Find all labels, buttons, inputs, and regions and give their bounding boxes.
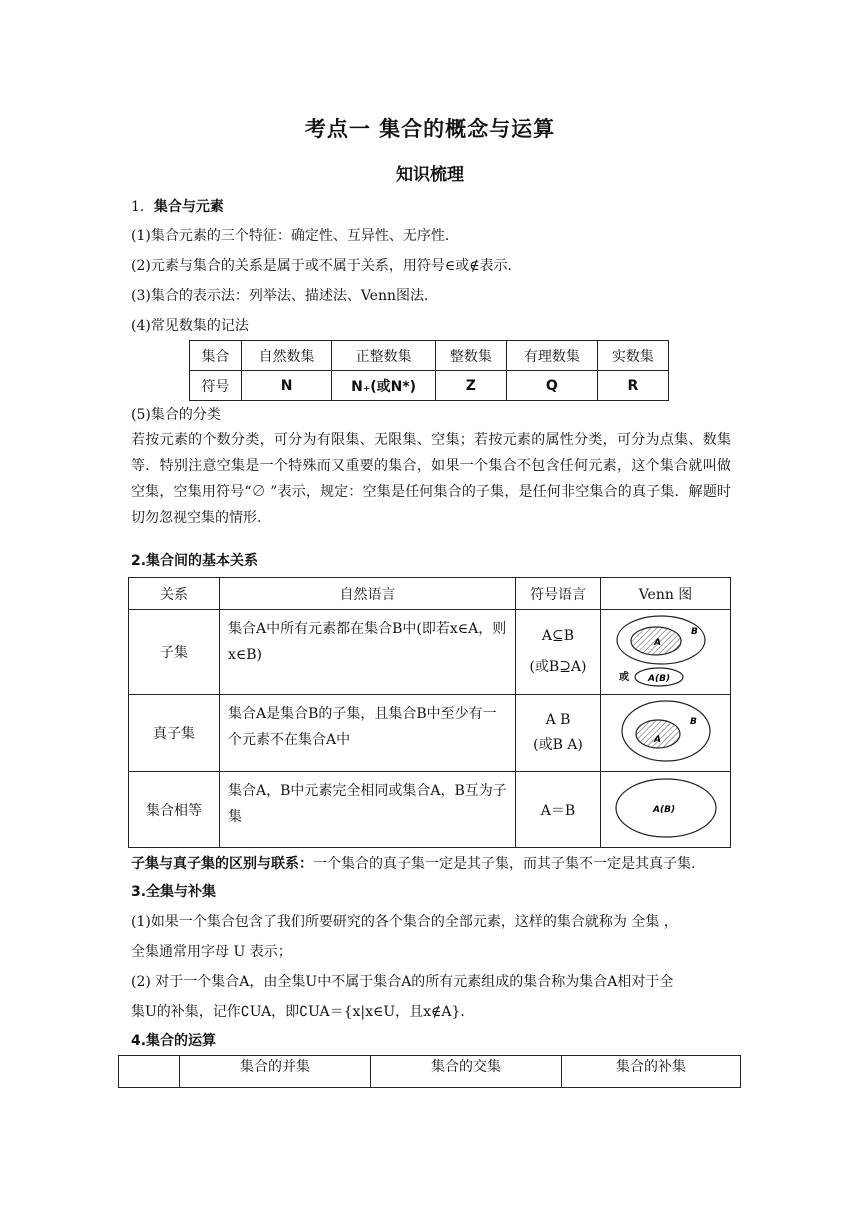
table-cell <box>516 695 601 772</box>
table-row <box>129 578 731 610</box>
table-header: 集合的并集 <box>180 1056 371 1088</box>
table-row <box>190 371 669 401</box>
para-universal: (1)如果一个集合包含了我们所要研究的各个集合的全部元素，这样的集合就称为 全集 ， <box>131 914 678 930</box>
table-cell: Z <box>435 371 506 401</box>
note-text: 一个集合的真子集一定是其子集，而其子集不一定是其真子集. <box>313 856 696 872</box>
venn-cell <box>601 610 731 695</box>
venn-cell <box>601 772 731 848</box>
para-universal-2: 全集通常用字母 U 表示； <box>131 944 292 960</box>
set-ab-label: A(B) <box>647 674 670 684</box>
table-cell: 符号 <box>190 371 242 401</box>
table-cell: 集合A，B中元素完全相同或集合A，B互为子集 <box>220 772 516 848</box>
venn-proper-subset-diagram <box>616 698 716 764</box>
symbol-line: (或B⊇A) <box>529 659 587 675</box>
symbol-line: A⊆B <box>541 628 575 644</box>
table-cell: 正整数集 <box>332 341 435 371</box>
heading-operations: 4.集合的运算 <box>131 1033 217 1049</box>
table-cell: 实数集 <box>597 341 668 371</box>
table-cell: A＝B <box>516 772 601 848</box>
table-cell: 真子集 <box>129 695 220 772</box>
set-b-label: B <box>690 627 698 637</box>
table-header: 集合的交集 <box>371 1056 562 1088</box>
table-row <box>190 341 669 371</box>
para-2: (2)元素与集合的关系是属于或不属于关系，用符号∈或∉表示． <box>131 258 522 274</box>
table-header: 集合的补集 <box>562 1056 741 1088</box>
heading-text: 集合与元素 <box>153 199 224 215</box>
venn-cell <box>601 695 731 772</box>
table-row <box>129 610 731 695</box>
symbol-line: A B <box>545 712 571 728</box>
table-row <box>129 695 731 772</box>
subset-note <box>131 853 695 873</box>
table-cell: N <box>241 371 332 401</box>
para-complement-2: 集U的补集，记作∁UA，即∁UA＝{x|x∈U，且x∉A}． <box>131 1004 475 1020</box>
set-a-label: A <box>653 638 661 648</box>
set-a-label: A <box>653 735 661 745</box>
heading-relations: 2.集合间的基本关系 <box>131 553 259 569</box>
table-cell: 集合 <box>190 341 242 371</box>
venn-equal-diagram <box>613 776 719 840</box>
table-cell: 子集 <box>129 610 220 695</box>
table-cell: Q <box>506 371 597 401</box>
table-cell: R <box>597 371 668 401</box>
set-b-label: B <box>689 717 697 727</box>
para-5: (5)集合的分类 <box>131 407 221 423</box>
table-cell: N₊(或N*) <box>332 371 435 401</box>
venn-subset-diagram <box>611 611 721 689</box>
table-cell: 整数集 <box>435 341 506 371</box>
note-bold: 子集与真子集的区别与联系： <box>131 856 313 872</box>
table-header: 符号语言 <box>516 578 601 610</box>
table-header <box>119 1056 180 1088</box>
table-cell <box>516 610 601 695</box>
table-cell: 集合A中所有元素都在集合B中(即若x∈A，则x∈B) <box>220 610 516 695</box>
table-row <box>119 1056 741 1088</box>
heading-sets-and-elements <box>131 196 224 216</box>
table-cell: 自然数集 <box>241 341 332 371</box>
table-cell: 有理数集 <box>506 341 597 371</box>
number-sets-table <box>189 340 669 401</box>
table-header: 关系 <box>129 578 220 610</box>
operations-table <box>118 1055 741 1088</box>
heading-complement: 3.全集与补集 <box>131 884 217 900</box>
para-complement: (2) 对于一个集合A，由全集U中不属于集合A的所有元素组成的集合称为集合A相对于全 <box>131 974 674 990</box>
para-3: (3)集合的表示法：列举法、描述法、Venn图法． <box>131 288 438 304</box>
table-header: 自然语言 <box>220 578 516 610</box>
relations-table <box>128 577 731 848</box>
para-1: (1)集合元素的三个特征：确定性、互异性、无序性． <box>131 228 459 244</box>
symbol-line: (或B A) <box>533 737 583 753</box>
table-row <box>129 772 731 848</box>
para-6: 若按元素的个数分类，可分为有限集、无限集、空集；若按元素的属性分类，可分为点集、数集等．特别注意空集是一个特殊而又重要的集合，如果一个集合不包含任何元素，这个集合就叫做空集，空集用符号“∅ ”表示，规定：空集是任何集合的子集，是任何非空集合的真子集．解题时切勿忽视空集的情形． <box>131 432 731 526</box>
para-4: (4)常见数集的记法 <box>131 318 249 334</box>
section-subtitle: 知识梳理 <box>396 165 464 185</box>
page-title: 考点一 集合的概念与运算 <box>304 117 556 141</box>
table-cell: 集合相等 <box>129 772 220 848</box>
or-label: 或 <box>618 672 629 683</box>
set-ab-label: A(B) <box>652 804 675 815</box>
heading-number: 1． <box>131 199 154 215</box>
table-cell: 集合A是集合B的子集，且集合B中至少有一个元素不在集合A中 <box>220 695 516 772</box>
table-header: Venn 图 <box>601 578 731 610</box>
